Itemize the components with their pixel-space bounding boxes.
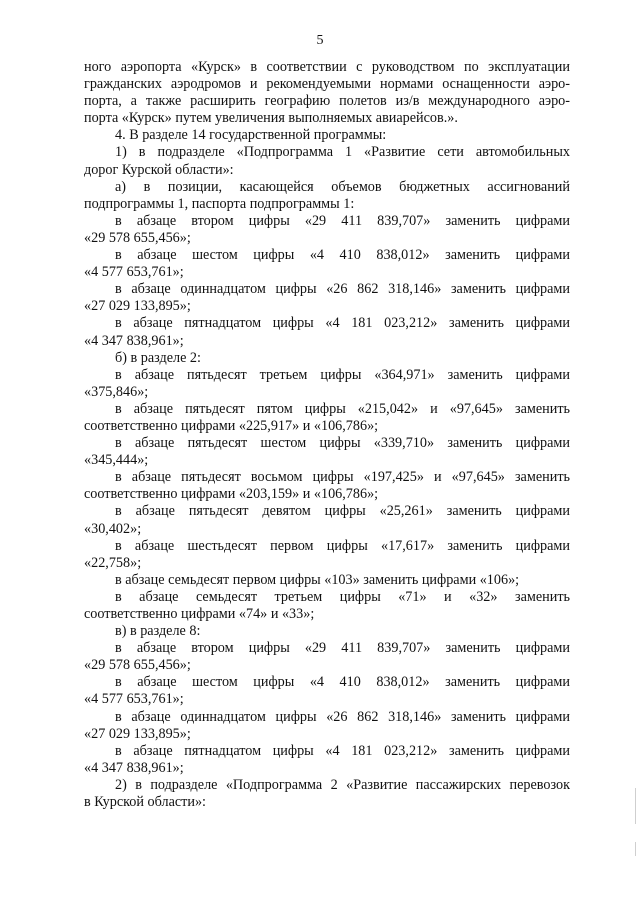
text-line: в) в разделе 8: <box>115 623 201 640</box>
text-line: в абзаце пятьдесят шестом цифры «339,710» заменить цифрами <box>115 435 570 452</box>
text-line: «4 577 653,761»; <box>84 691 184 708</box>
text-line: порта «Курск» путем увеличения выполняемых авиарейсов.». <box>84 110 458 127</box>
text-line: порта, а также расширить географию полетов из/в международного аэро- <box>84 93 570 110</box>
page-number: 5 <box>316 33 324 48</box>
scan-edge-mark <box>635 842 636 856</box>
text-line: в абзаце семьдесят третьем цифры «71» и «32» заменить <box>115 588 570 605</box>
text-line: гражданских аэродромов и рекомендуемыми нормами оснащенности аэро- <box>84 76 570 93</box>
text-line: в абзаце одиннадцатом цифры «26 862 318,146» заменить цифрами <box>115 281 570 298</box>
text-line: 4. В разделе 14 государственной программы: <box>115 127 387 144</box>
text-line: «4 347 838,961»; <box>84 332 184 349</box>
text-line: в Курской области»: <box>84 794 206 811</box>
text-line: «22,758»; <box>84 554 142 571</box>
text-line: в абзаце пятьдесят девятом цифры «25,261» заменить цифрами <box>115 503 570 520</box>
text-line: «345,444»; <box>84 452 149 469</box>
text-line: «29 578 655,456»; <box>84 657 191 674</box>
text-line: «375,846»; <box>84 383 149 400</box>
text-line: в абзаце втором цифры «29 411 839,707» заменить цифрами <box>115 640 570 657</box>
document-body <box>84 59 570 811</box>
text-line: в абзаце шестом цифры «4 410 838,012» заменить цифрами <box>115 674 570 691</box>
text-line: 1) в подразделе «Подпрограмма 1 «Развитие сети автомобильных <box>115 144 570 161</box>
scan-edge-mark <box>635 788 636 824</box>
text-line: «4 347 838,961»; <box>84 759 184 776</box>
text-line: в абзаце одиннадцатом цифры «26 862 318,146» заменить цифрами <box>115 708 570 725</box>
text-line: в абзаце втором цифры «29 411 839,707» заменить цифрами <box>115 212 570 229</box>
text-line: «4 577 653,761»; <box>84 264 184 281</box>
text-line: в абзаце пятьдесят третьем цифры «364,971» заменить цифрами <box>115 366 570 383</box>
text-line: соответственно цифрами «74» и «33»; <box>84 606 315 622</box>
text-line: в абзаце пятнадцатом цифры «4 181 023,212» заменить цифрами <box>115 742 570 759</box>
text-line: подпрограммы 1, паспорта подпрограммы 1: <box>84 195 355 212</box>
text-line: в абзаце пятьдесят восьмом цифры «197,425» и «97,645» заменить <box>115 469 570 486</box>
text-line: в абзаце пятьдесят пятом цифры «215,042» и «97,645» заменить <box>115 400 570 417</box>
text-line: соответственно цифрами «203,159» и «106,786»; <box>84 486 379 503</box>
text-line: в абзаце шестом цифры «4 410 838,012» заменить цифрами <box>115 247 570 264</box>
text-line: «30,402»; <box>84 520 142 537</box>
text-line: «27 029 133,895»; <box>84 298 191 315</box>
text-line: б) в разделе 2: <box>115 349 201 366</box>
text-line: в абзаце шестьдесят первом цифры «17,617» заменить цифрами <box>115 537 570 554</box>
text-line: ного аэропорта «Курск» в соответствии с руководством по эксплуатации <box>84 59 570 75</box>
text-line: соответственно цифрами «225,917» и «106,786»; <box>84 417 379 434</box>
text-line: 2) в подразделе «Подпрограмма 2 «Развитие пассажирских перевозок <box>115 776 570 793</box>
text-line: а) в позиции, касающейся объемов бюджетных ассигнований <box>115 178 570 195</box>
text-line: в абзаце пятнадцатом цифры «4 181 023,212» заменить цифрами <box>115 315 570 332</box>
text-line: в абзаце семьдесят первом цифры «103» заменить цифрами «106»; <box>115 571 520 588</box>
text-line: «29 578 655,456»; <box>84 229 191 246</box>
text-line: дорог Курской области»: <box>84 161 234 178</box>
text-line: «27 029 133,895»; <box>84 725 191 742</box>
